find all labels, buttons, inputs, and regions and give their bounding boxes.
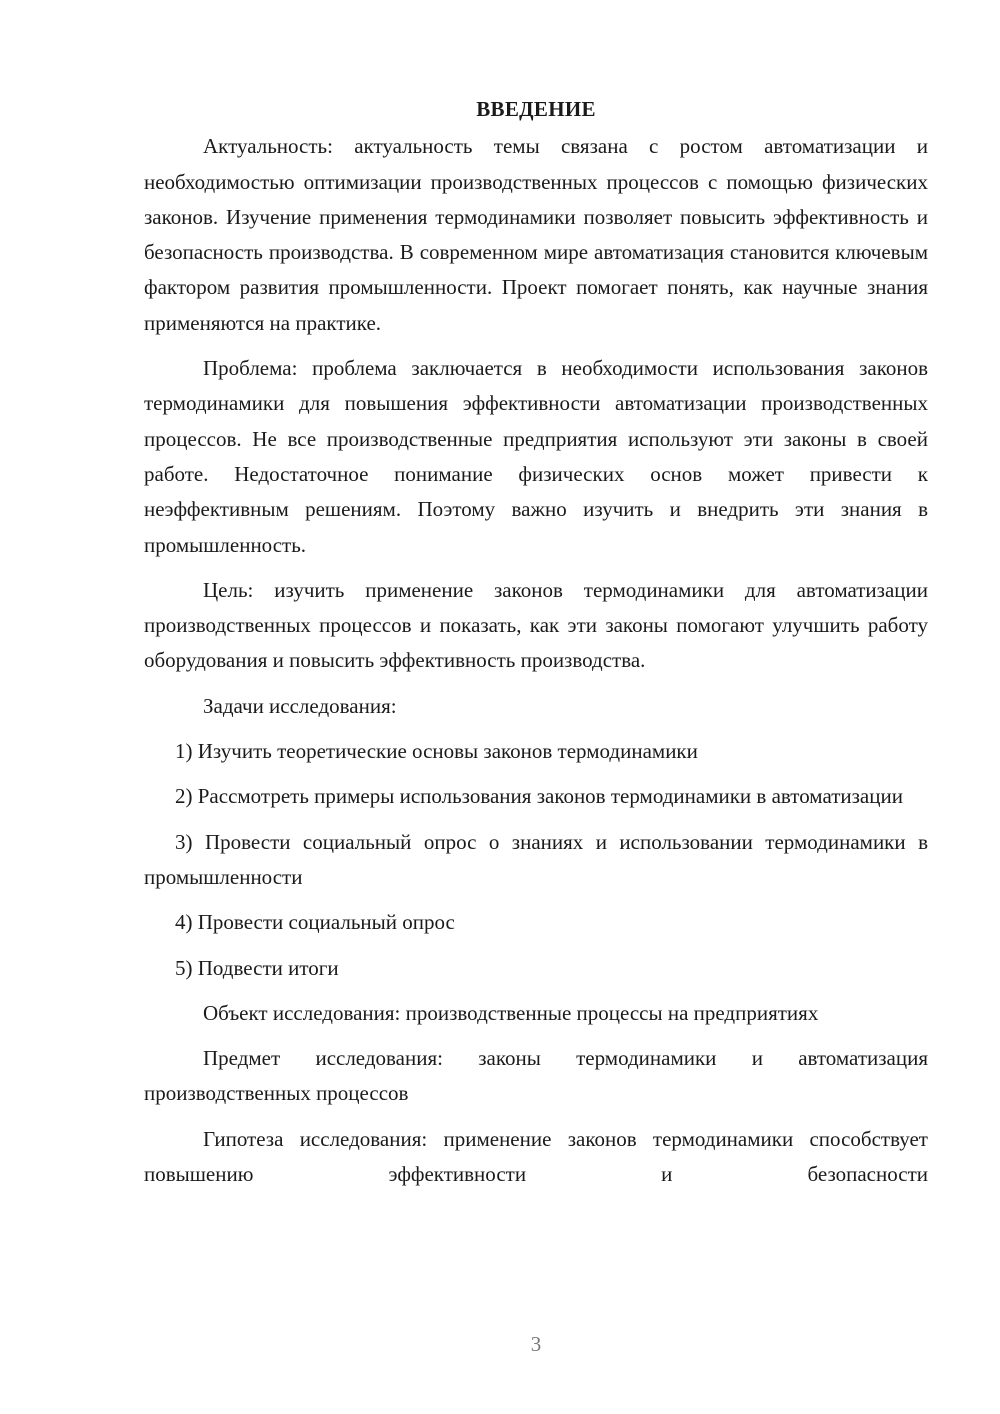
paragraph-subject: Предмет исследования: законы термодинамики и автоматизация производственных процессов bbox=[144, 1046, 928, 1106]
page-number: 3 bbox=[530, 1332, 542, 1356]
task-item-5: 5) Подвести итоги bbox=[175, 955, 339, 980]
paragraph-object: Объект исследования: производственные процессы на предприятиях bbox=[203, 1000, 819, 1025]
paragraph-relevance: Актуальность: актуальность темы связана с ростом автоматизации и необходимостью оптимизации производственных процессов с помощью физических законов. Изучение применения термодинамики позволяет повысить эффективность и безопасность производства. В современном мире автоматизация становится ключевым фактором развития промышленности. Проект помогает понять, как научные знания применяются на практике. bbox=[144, 134, 928, 335]
task-item-4: 4) Провести социальный опрос bbox=[175, 910, 455, 935]
paragraph-problem: Проблема: проблема заключается в необходимости использования законов термодинамики для повышения эффективности автоматизации производственных процессов. Не все производственные предприятия используют эти законы в своей работе. Недостаточное понимание физических основ может привести к неэффективным решениям. Поэтому важно изучить и внедрить эти знания в промышленность. bbox=[144, 356, 928, 557]
page-title: ВВЕДЕНИЕ bbox=[476, 97, 596, 121]
paragraph-goal: Цель: изучить применение законов термодинамики для автоматизации производственных процессов и показать, как эти законы помогают улучшить работу оборудования и повысить эффективность производства. bbox=[144, 577, 928, 673]
task-item-3: 3) Провести социальный опрос о знаниях и использовании термодинамики в промышленности bbox=[144, 829, 928, 889]
document-page bbox=[144, 92, 928, 1202]
task-item-1: 1) Изучить теоретические основы законов термодинамики bbox=[175, 739, 698, 764]
paragraph-hypothesis: Гипотеза исследования: применение законов термодинамики способствует повышению эффективности и безопасности bbox=[144, 1126, 928, 1187]
tasks-heading: Задачи исследования: bbox=[203, 693, 397, 718]
task-item-2: 2) Рассмотреть примеры использования законов термодинамики в автоматизации bbox=[175, 784, 903, 809]
